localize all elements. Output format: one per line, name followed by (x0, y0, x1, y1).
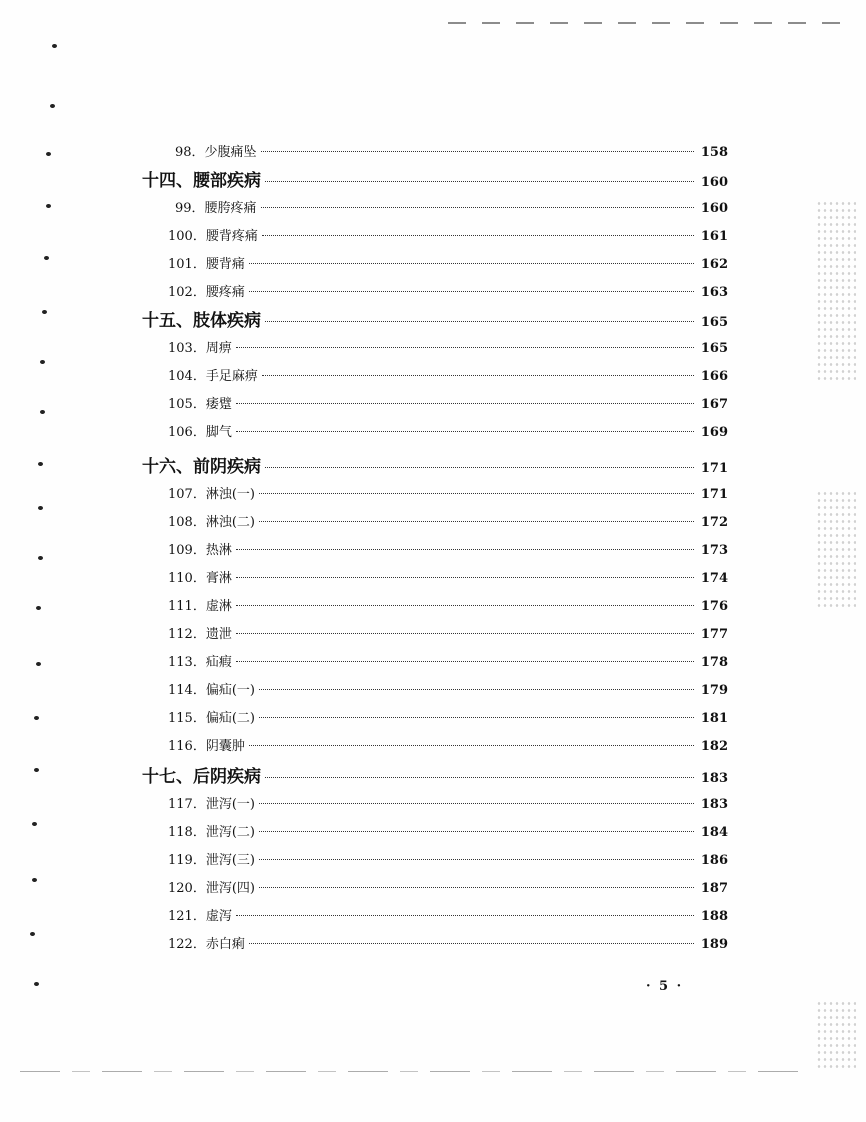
dot-leader (259, 859, 694, 860)
dot-leader (265, 777, 694, 778)
toc-entry (0, 932, 728, 958)
scan-speck (34, 982, 39, 986)
toc-page-number: 183 (700, 771, 728, 786)
scan-noise (816, 1000, 856, 1070)
toc-entry-title: 120．泄泻(四) (168, 881, 255, 896)
toc-entry-title: 105．痿躄 (168, 397, 232, 412)
toc-entry (0, 904, 728, 930)
dot-leader (236, 633, 694, 634)
scan-dash-line (448, 22, 840, 24)
toc-page-number: 177 (700, 627, 728, 642)
scan-speck (50, 104, 55, 108)
dot-leader (259, 717, 694, 718)
toc-entry-title: 122．赤白痢 (168, 937, 245, 952)
toc-entry (0, 678, 728, 704)
dot-leader (259, 887, 694, 888)
toc-entry (0, 594, 728, 620)
toc-page-number: 187 (700, 881, 728, 896)
dot-leader (249, 291, 694, 292)
toc-entry-title: 113．疝瘕 (168, 655, 232, 670)
toc-entry-title: 110．膏淋 (168, 571, 232, 586)
toc-page-number: 183 (700, 797, 728, 812)
toc-entry (0, 510, 728, 536)
toc-page-number: 184 (700, 825, 728, 840)
dot-leader (249, 943, 694, 944)
dot-leader (259, 493, 694, 494)
toc-entry (0, 196, 728, 222)
toc-section-title: 十四、腰部疾病 (142, 171, 261, 191)
toc-entry-title: 119．泄泻(三) (168, 853, 255, 868)
toc-section-title: 十五、肢体疾病 (142, 311, 261, 331)
dot-leader (261, 207, 694, 208)
toc-entry-title: 107．淋浊(一) (168, 487, 255, 502)
dot-leader (236, 915, 694, 916)
toc-page-number: 158 (700, 145, 728, 160)
toc-entry (0, 650, 728, 676)
toc-page-number: 160 (700, 201, 728, 216)
scan-speck (52, 44, 57, 48)
toc-entry (0, 566, 728, 592)
toc-page-number: 189 (700, 937, 728, 952)
dot-leader (236, 403, 694, 404)
dot-leader (259, 803, 694, 804)
scan-bottom-line (20, 1071, 800, 1072)
toc-entry-title: 116．阴囊肿 (168, 739, 245, 754)
toc-entry-title: 103．周痹 (168, 341, 232, 356)
dot-leader (236, 549, 694, 550)
toc-page-number: 161 (700, 229, 728, 244)
toc-page-number: 173 (700, 543, 728, 558)
toc-page-number: 160 (700, 175, 728, 190)
dot-leader (265, 467, 694, 468)
toc-entry-title: 118．泄泻(二) (168, 825, 255, 840)
toc-entry (0, 482, 728, 508)
toc-page-number: 165 (700, 341, 728, 356)
toc-entry (0, 876, 728, 902)
toc-page-number: 171 (700, 487, 728, 502)
toc-page-number: 182 (700, 739, 728, 754)
toc-entry-title: 104．手足麻痹 (168, 369, 258, 384)
toc-entry-title: 101．腰背痛 (168, 257, 245, 272)
toc-entry-title: 114．偏疝(一) (168, 683, 255, 698)
toc-entry (0, 538, 728, 564)
toc-section-heading (0, 764, 728, 790)
toc-section-heading (0, 454, 728, 480)
toc-entry-title: 109．热淋 (168, 543, 232, 558)
toc-entry-title: 108．淋浊(二) (168, 515, 255, 530)
toc-entry (0, 392, 728, 418)
toc-entry (0, 622, 728, 648)
toc-entry (0, 420, 728, 446)
dot-leader (236, 431, 694, 432)
dot-leader (259, 521, 694, 522)
toc-page-number: 186 (700, 853, 728, 868)
toc-page-number: 188 (700, 909, 728, 924)
toc-entry-title: 99．腰胯疼痛 (175, 201, 257, 216)
toc-entry (0, 252, 728, 278)
toc-entry-title: 102．腰疼痛 (168, 285, 245, 300)
toc-entry (0, 140, 728, 166)
dot-leader (265, 181, 694, 182)
toc-entry (0, 792, 728, 818)
toc-page-number: 171 (700, 461, 728, 476)
dot-leader (249, 263, 694, 264)
toc-section-heading (0, 168, 728, 194)
toc-page-number: 178 (700, 655, 728, 670)
dot-leader (249, 745, 694, 746)
toc-entry (0, 280, 728, 306)
dot-leader (236, 661, 694, 662)
dot-leader (236, 347, 694, 348)
toc-entry-title: 100．腰背疼痛 (168, 229, 258, 244)
dot-leader (262, 235, 694, 236)
toc-entry (0, 734, 728, 760)
toc-page-number: 169 (700, 425, 728, 440)
page-number: · 5 · (646, 979, 684, 994)
dot-leader (259, 689, 694, 690)
toc-page-number: 162 (700, 257, 728, 272)
toc-entry-title: 111．虚淋 (168, 599, 232, 614)
toc-entry (0, 706, 728, 732)
toc-section-title: 十六、前阴疾病 (142, 457, 261, 477)
toc-page-number: 166 (700, 369, 728, 384)
toc-entry-title: 117．泄泻(一) (168, 797, 255, 812)
dot-leader (262, 375, 694, 376)
scan-noise (816, 490, 856, 610)
toc-entry (0, 820, 728, 846)
toc-section-heading (0, 308, 728, 334)
toc-entry-title: 112．遗泄 (168, 627, 232, 642)
toc-entry-title: 98．少腹痛坠 (175, 145, 257, 160)
dot-leader (259, 831, 694, 832)
scan-noise (816, 200, 856, 380)
toc-entry (0, 364, 728, 390)
toc-entry (0, 848, 728, 874)
toc-page-number: 167 (700, 397, 728, 412)
toc-entry (0, 224, 728, 250)
dot-leader (261, 151, 694, 152)
toc-page-number: 163 (700, 285, 728, 300)
toc-entry-title: 106．脚气 (168, 425, 232, 440)
toc-page-number: 165 (700, 315, 728, 330)
toc-entry-title: 115．偏疝(二) (168, 711, 255, 726)
dot-leader (236, 577, 694, 578)
dot-leader (265, 321, 694, 322)
toc-page-number: 179 (700, 683, 728, 698)
toc-page-number: 176 (700, 599, 728, 614)
toc-page-number: 181 (700, 711, 728, 726)
toc-page-number: 174 (700, 571, 728, 586)
toc-entry-title: 121．虚泻 (168, 909, 232, 924)
toc-entry (0, 336, 728, 362)
toc-page-number: 172 (700, 515, 728, 530)
toc-section-title: 十七、后阴疾病 (142, 767, 261, 787)
dot-leader (236, 605, 694, 606)
